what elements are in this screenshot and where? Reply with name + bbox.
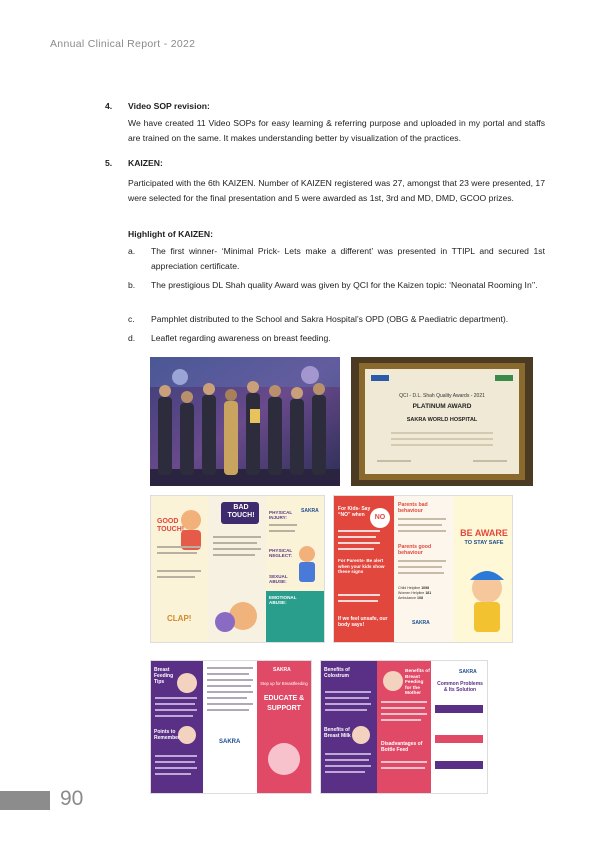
brand-logo: SAKRA <box>273 667 291 673</box>
emotional-abuse-label: EMOTIONAL ABUSE: <box>269 595 297 605</box>
certificate-title: QCI - D.L. Shah Quality Awards - 2021 <box>399 393 485 399</box>
helpline-number: 181 <box>425 591 432 595</box>
step-up-label: Step up for Breastfeeding <box>260 681 308 686</box>
be-aware-title: BE AWARE <box>460 528 508 538</box>
be-aware-pamphlet <box>333 495 513 643</box>
list-item <box>128 331 545 346</box>
section-paragraph: We have created 11 Video SOPs for easy learning & referring purpose and uploaded in my portal and staffs are trained on the same. It makes understanding better by visualization of the practices. <box>128 118 545 143</box>
brand-logo: SAKRA <box>301 508 319 514</box>
helpline-row <box>398 596 450 601</box>
stay-safe-subtitle: TO STAY SAFE <box>464 540 504 546</box>
for-kids-label: For Kids- Say “NO” when <box>338 506 371 518</box>
list-text: Leaflet regarding awareness on breast feeding. <box>151 333 331 343</box>
breastfeeding-benefits-leaflet <box>320 660 488 794</box>
footer-bar <box>0 791 50 810</box>
bottle-feed-title: Disadvantages of Bottle Feed <box>381 741 423 753</box>
page-number: 90 <box>60 787 84 810</box>
tips-title: Breast Feeding Tips <box>154 667 174 685</box>
certificate-recipient: SAKRA WORLD HOSPITAL <box>406 417 478 423</box>
parents-bad-label: Parents bad behaviour <box>398 502 428 514</box>
list-marker: b. <box>128 280 136 290</box>
no-badge: NO <box>374 514 386 521</box>
list-text: The prestigious DL Shah quality Award was given by QCI for the Kaizen topic: ‘Neonatal Rooming In’’. <box>151 280 538 290</box>
good-touch-pamphlet <box>150 495 325 643</box>
good-touch-title: GOOD TOUCH! <box>157 518 185 533</box>
certificate-award: PLATINUM AWARD <box>412 403 472 410</box>
report-header: Annual Clinical Report - 2022 <box>50 38 196 50</box>
list-item <box>128 278 545 308</box>
section-number: 4. <box>105 101 113 111</box>
unsafe-label: If we feel unsafe, our body says! <box>338 616 388 628</box>
educate-support-leaflet <box>150 660 312 794</box>
helpline-label: Child Helpline <box>398 586 421 590</box>
bad-touch-title: BAD TOUCH! <box>227 504 255 519</box>
educate-title: EDUCATE & <box>263 695 305 702</box>
physical-neglect-label: PHYSICAL NEGLECT: <box>269 548 293 558</box>
highlight-heading: Highlight of KAIZEN: <box>128 229 213 239</box>
physical-injury-label: PHYSICAL INJURY: <box>269 510 293 520</box>
list-marker: d. <box>128 333 136 343</box>
award-ceremony-photo <box>150 357 340 486</box>
colostrum-title: Benefits of Colostrum <box>324 667 350 679</box>
section-paragraph: Participated with the 6th KAIZEN. Number of KAIZEN registered was 27, amongst that 23 were presented, 17 were selected for the final presentation and 5 were awarded as 1st, 3rd and MD, DMD, GCOO prizes. <box>128 178 545 203</box>
brand-logo: SAKRA <box>459 669 477 675</box>
mother-benefits-title: Benefits of Breast Feeding for the Mother <box>405 669 430 697</box>
points-title: Points to Remember <box>154 729 180 741</box>
helpline-number: 108 <box>416 596 423 600</box>
list-text: The first winner- ‘Minimal Prick- Lets make a different’ was presented in TTIPL and secured 1st appreciation certificate. <box>151 246 545 271</box>
list-text: Pamphlet distributed to the School and Sakra Hospital’s OPD (OBG & Paediatric department). <box>151 314 509 324</box>
for-parents-label: For Parents- Be alert when your kids show these signs <box>338 558 385 574</box>
helpline-label: Women Helpline <box>398 591 425 595</box>
list-item <box>128 244 545 274</box>
problems-title: Common Problems & Its Solution <box>437 681 483 693</box>
sexual-abuse-label: SEXUAL ABUSE: <box>269 574 288 584</box>
section-number: 5. <box>105 158 113 168</box>
award-certificate-photo <box>351 357 533 486</box>
list-item <box>128 312 545 327</box>
brand-logo: SAKRA <box>412 620 430 626</box>
list-marker: a. <box>128 246 136 256</box>
helpline-list <box>398 586 450 601</box>
section-title: KAIZEN: <box>128 158 163 168</box>
clap-label: CLAP! <box>167 614 192 623</box>
helpline-number: 1098 <box>421 586 430 590</box>
breast-milk-title: Benefits of Breast Milk <box>324 727 351 739</box>
support-title: SUPPORT <box>267 705 301 712</box>
helpline-label: Ambulance <box>398 596 416 600</box>
list-marker: c. <box>128 314 135 324</box>
brand-logo: SAKRA <box>219 739 241 745</box>
parents-good-label: Parents good behaviour <box>398 544 432 556</box>
section-title: Video SOP revision: <box>128 101 210 111</box>
